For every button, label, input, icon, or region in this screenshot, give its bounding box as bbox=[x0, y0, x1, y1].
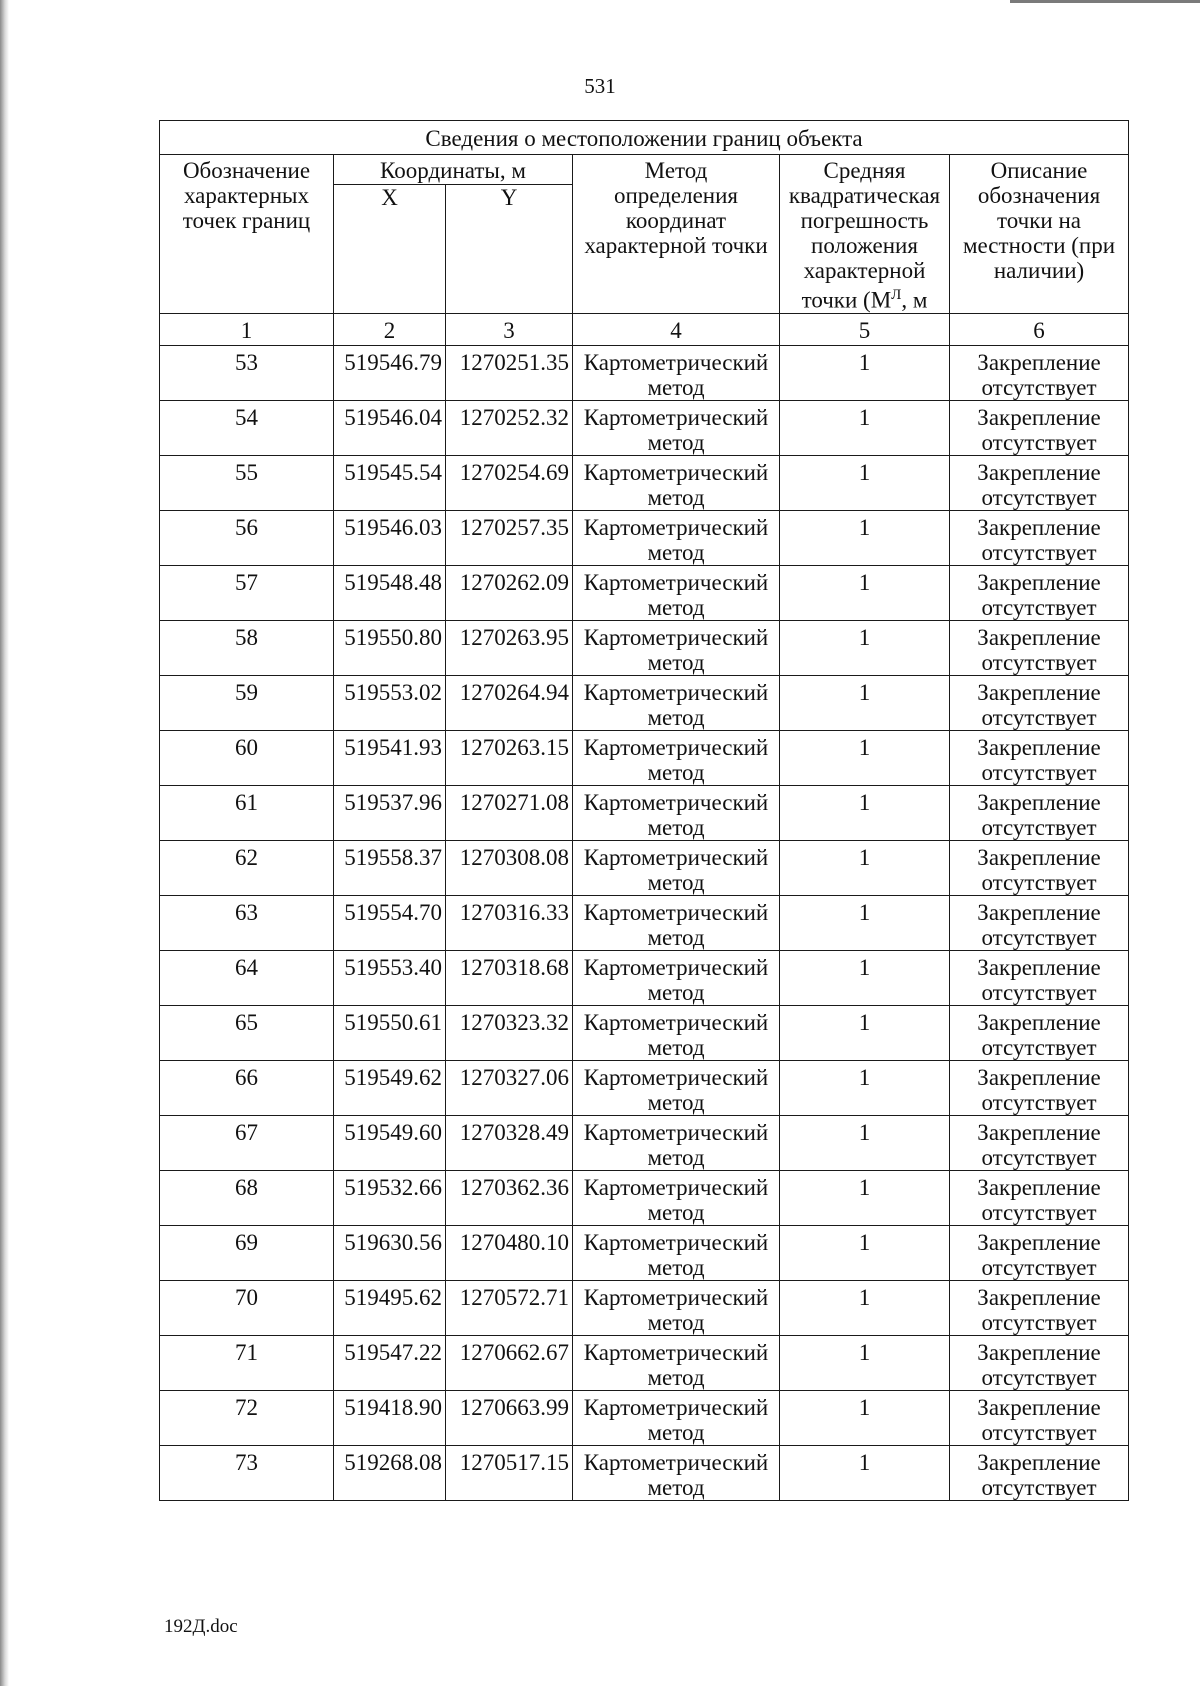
cell-error: 1 bbox=[780, 1060, 950, 1115]
cell-description: Закрепление отсутствует bbox=[950, 455, 1129, 510]
cell-point: 70 bbox=[160, 1280, 334, 1335]
cell-x: 519268.08 bbox=[334, 1445, 446, 1500]
table-row bbox=[160, 1390, 1129, 1445]
cell-point: 71 bbox=[160, 1335, 334, 1390]
cell-description: Закрепление отсутствует bbox=[950, 840, 1129, 895]
cell-error: 1 bbox=[780, 785, 950, 840]
cell-error: 1 bbox=[780, 675, 950, 730]
cell-error: 1 bbox=[780, 1445, 950, 1500]
cell-description: Закрепление отсутствует bbox=[950, 565, 1129, 620]
cell-description: Закрепление отсутствует bbox=[950, 1280, 1129, 1335]
table-row bbox=[160, 675, 1129, 730]
cell-point: 64 bbox=[160, 950, 334, 1005]
column-number: 6 bbox=[950, 313, 1129, 345]
cell-description: Закрепление отсутствует bbox=[950, 1005, 1129, 1060]
cell-x: 519546.04 bbox=[334, 400, 446, 455]
cell-method: Картометрический метод bbox=[573, 1005, 780, 1060]
cell-error: 1 bbox=[780, 1005, 950, 1060]
header-error bbox=[780, 155, 950, 314]
cell-description: Закрепление отсутствует bbox=[950, 1445, 1129, 1500]
cell-error: 1 bbox=[780, 730, 950, 785]
cell-point: 61 bbox=[160, 785, 334, 840]
cell-y: 1270318.68 bbox=[446, 950, 573, 1005]
header-x: X bbox=[334, 185, 446, 314]
header-method: Метод определения координат характерной точки bbox=[573, 155, 780, 314]
cell-method: Картометрический метод bbox=[573, 1225, 780, 1280]
cell-x: 519548.48 bbox=[334, 565, 446, 620]
column-number-row bbox=[160, 313, 1129, 345]
cell-error: 1 bbox=[780, 510, 950, 565]
cell-point: 67 bbox=[160, 1115, 334, 1170]
cell-x: 519546.79 bbox=[334, 345, 446, 400]
cell-error: 1 bbox=[780, 1170, 950, 1225]
table-row bbox=[160, 510, 1129, 565]
cell-x: 519553.02 bbox=[334, 675, 446, 730]
cell-description: Закрепление отсутствует bbox=[950, 675, 1129, 730]
cell-x: 519553.40 bbox=[334, 950, 446, 1005]
table-row bbox=[160, 1170, 1129, 1225]
column-number: 3 bbox=[446, 313, 573, 345]
cell-description: Закрепление отсутствует bbox=[950, 510, 1129, 565]
cell-x: 519549.60 bbox=[334, 1115, 446, 1170]
cell-x: 519546.03 bbox=[334, 510, 446, 565]
cell-method: Картометрический метод bbox=[573, 1445, 780, 1500]
cell-method: Картометрический метод bbox=[573, 455, 780, 510]
cell-error: 1 bbox=[780, 1390, 950, 1445]
cell-error: 1 bbox=[780, 345, 950, 400]
table-row bbox=[160, 1005, 1129, 1060]
cell-description: Закрепление отсутствует bbox=[950, 1335, 1129, 1390]
table-row bbox=[160, 1445, 1129, 1500]
cell-point: 57 bbox=[160, 565, 334, 620]
cell-description: Закрепление отсутствует bbox=[950, 1115, 1129, 1170]
table-title-row bbox=[160, 121, 1129, 155]
header-y: Y bbox=[446, 185, 573, 314]
table-row bbox=[160, 950, 1129, 1005]
cell-y: 1270263.15 bbox=[446, 730, 573, 785]
cell-y: 1270480.10 bbox=[446, 1225, 573, 1280]
cell-x: 519541.93 bbox=[334, 730, 446, 785]
cell-y: 1270308.08 bbox=[446, 840, 573, 895]
scan-left-edge bbox=[0, 0, 9, 1686]
header-description: Описание обозначения точки на местности (при наличии) bbox=[950, 155, 1129, 314]
cell-y: 1270252.32 bbox=[446, 400, 573, 455]
cell-y: 1270257.35 bbox=[446, 510, 573, 565]
cell-point: 63 bbox=[160, 895, 334, 950]
cell-error: 1 bbox=[780, 1335, 950, 1390]
cell-description: Закрепление отсутствует bbox=[950, 1225, 1129, 1280]
cell-error: 1 bbox=[780, 1225, 950, 1280]
cell-error: 1 bbox=[780, 565, 950, 620]
document-filename: 192Д.doc bbox=[164, 1616, 238, 1637]
cell-method: Картометрический метод bbox=[573, 400, 780, 455]
cell-method: Картометрический метод bbox=[573, 1390, 780, 1445]
cell-y: 1270263.95 bbox=[446, 620, 573, 675]
cell-method: Картометрический метод bbox=[573, 950, 780, 1005]
table-row bbox=[160, 455, 1129, 510]
header-point-designation: Обозначение характерных точек границ bbox=[160, 155, 334, 314]
cell-y: 1270251.35 bbox=[446, 345, 573, 400]
cell-point: 65 bbox=[160, 1005, 334, 1060]
cell-x: 519532.66 bbox=[334, 1170, 446, 1225]
cell-method: Картометрический метод bbox=[573, 895, 780, 950]
cell-point: 66 bbox=[160, 1060, 334, 1115]
table-row bbox=[160, 400, 1129, 455]
cell-method: Картометрический метод bbox=[573, 1115, 780, 1170]
table-title: Сведения о местоположении границ объекта bbox=[160, 121, 1129, 155]
cell-error: 1 bbox=[780, 840, 950, 895]
cell-error: 1 bbox=[780, 1280, 950, 1335]
cell-point: 58 bbox=[160, 620, 334, 675]
cell-method: Картометрический метод bbox=[573, 730, 780, 785]
cell-point: 72 bbox=[160, 1390, 334, 1445]
cell-point: 59 bbox=[160, 675, 334, 730]
cell-description: Закрепление отсутствует bbox=[950, 730, 1129, 785]
cell-y: 1270572.71 bbox=[446, 1280, 573, 1335]
table-row bbox=[160, 1115, 1129, 1170]
cell-method: Картометрический метод bbox=[573, 510, 780, 565]
cell-description: Закрепление отсутствует bbox=[950, 950, 1129, 1005]
cell-y: 1270662.67 bbox=[446, 1335, 573, 1390]
cell-description: Закрепление отсутствует bbox=[950, 1170, 1129, 1225]
cell-point: 60 bbox=[160, 730, 334, 785]
table-header-row bbox=[160, 155, 1129, 185]
cell-method: Картометрический метод bbox=[573, 620, 780, 675]
cell-description: Закрепление отсутствует bbox=[950, 400, 1129, 455]
scan-top-edge bbox=[1010, 0, 1200, 3]
cell-method: Картометрический метод bbox=[573, 1060, 780, 1115]
column-number: 1 bbox=[160, 313, 334, 345]
cell-y: 1270362.36 bbox=[446, 1170, 573, 1225]
table-row bbox=[160, 785, 1129, 840]
column-number: 5 bbox=[780, 313, 950, 345]
header-error-suffix: , м bbox=[901, 287, 928, 313]
cell-x: 519547.22 bbox=[334, 1335, 446, 1390]
table-row bbox=[160, 565, 1129, 620]
cell-description: Закрепление отсутствует bbox=[950, 1060, 1129, 1115]
cell-y: 1270323.32 bbox=[446, 1005, 573, 1060]
cell-y: 1270328.49 bbox=[446, 1115, 573, 1170]
cell-method: Картометрический метод bbox=[573, 785, 780, 840]
boundary-coordinates-table bbox=[159, 120, 1129, 1501]
cell-point: 69 bbox=[160, 1225, 334, 1280]
cell-y: 1270264.94 bbox=[446, 675, 573, 730]
cell-method: Картометрический метод bbox=[573, 345, 780, 400]
cell-y: 1270517.15 bbox=[446, 1445, 573, 1500]
cell-point: 73 bbox=[160, 1445, 334, 1500]
header-coordinates: Координаты, м bbox=[334, 155, 573, 185]
cell-description: Закрепление отсутствует bbox=[950, 1390, 1129, 1445]
cell-error: 1 bbox=[780, 620, 950, 675]
cell-method: Картометрический метод bbox=[573, 675, 780, 730]
cell-error: 1 bbox=[780, 455, 950, 510]
table-row bbox=[160, 620, 1129, 675]
column-number: 4 bbox=[573, 313, 780, 345]
cell-x: 519495.62 bbox=[334, 1280, 446, 1335]
cell-description: Закрепление отсутствует bbox=[950, 620, 1129, 675]
cell-y: 1270254.69 bbox=[446, 455, 573, 510]
cell-y: 1270316.33 bbox=[446, 895, 573, 950]
cell-error: 1 bbox=[780, 895, 950, 950]
header-error-text: Средняя квадратическая погрешность положения характерной точки (М bbox=[788, 158, 941, 313]
table-row bbox=[160, 1225, 1129, 1280]
cell-error: 1 bbox=[780, 950, 950, 1005]
cell-y: 1270663.99 bbox=[446, 1390, 573, 1445]
cell-method: Картометрический метод bbox=[573, 1335, 780, 1390]
cell-description: Закрепление отсутствует bbox=[950, 345, 1129, 400]
table-row bbox=[160, 1060, 1129, 1115]
cell-description: Закрепление отсутствует bbox=[950, 895, 1129, 950]
cell-x: 519550.61 bbox=[334, 1005, 446, 1060]
table-row bbox=[160, 1335, 1129, 1390]
cell-error: 1 bbox=[780, 400, 950, 455]
page-number: 531 bbox=[584, 74, 616, 98]
cell-point: 56 bbox=[160, 510, 334, 565]
cell-x: 519554.70 bbox=[334, 895, 446, 950]
table-row bbox=[160, 345, 1129, 400]
cell-y: 1270262.09 bbox=[446, 565, 573, 620]
cell-point: 68 bbox=[160, 1170, 334, 1225]
cell-error: 1 bbox=[780, 1115, 950, 1170]
cell-method: Картометрический метод bbox=[573, 1170, 780, 1225]
header-error-superscript: Л bbox=[891, 287, 902, 303]
table-row bbox=[160, 895, 1129, 950]
cell-method: Картометрический метод bbox=[573, 840, 780, 895]
cell-x: 519549.62 bbox=[334, 1060, 446, 1115]
cell-point: 53 bbox=[160, 345, 334, 400]
cell-x: 519558.37 bbox=[334, 840, 446, 895]
table-row bbox=[160, 1280, 1129, 1335]
cell-x: 519537.96 bbox=[334, 785, 446, 840]
cell-y: 1270327.06 bbox=[446, 1060, 573, 1115]
table-row bbox=[160, 840, 1129, 895]
cell-description: Закрепление отсутствует bbox=[950, 785, 1129, 840]
cell-method: Картометрический метод bbox=[573, 1280, 780, 1335]
column-number: 2 bbox=[334, 313, 446, 345]
cell-x: 519418.90 bbox=[334, 1390, 446, 1445]
table-row bbox=[160, 730, 1129, 785]
cell-x: 519630.56 bbox=[334, 1225, 446, 1280]
cell-point: 62 bbox=[160, 840, 334, 895]
cell-x: 519545.54 bbox=[334, 455, 446, 510]
cell-method: Картометрический метод bbox=[573, 565, 780, 620]
cell-x: 519550.80 bbox=[334, 620, 446, 675]
cell-y: 1270271.08 bbox=[446, 785, 573, 840]
cell-point: 54 bbox=[160, 400, 334, 455]
cell-point: 55 bbox=[160, 455, 334, 510]
